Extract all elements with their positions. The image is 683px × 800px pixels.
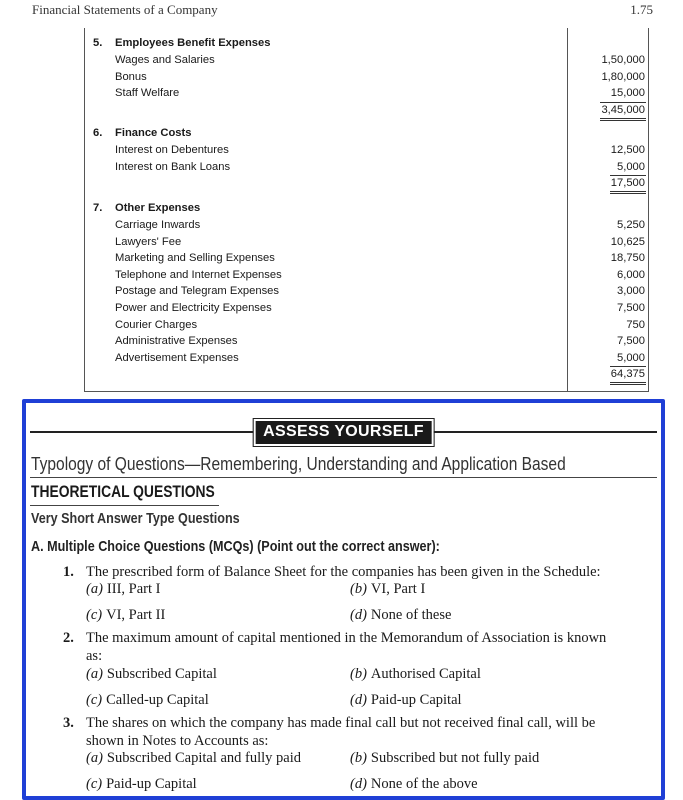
option-text: None of the above [370,776,478,792]
row-label: Bonus [115,70,147,83]
row-label: Lawyers' Fee [115,235,182,248]
section-total [85,102,648,118]
schedule-section-finance [85,125,648,191]
assess-yourself-box [22,399,665,800]
row-amount: 7,500 [617,301,645,314]
theoretical-rule [30,505,219,506]
row-label: Telephone and Internet Expenses [115,268,282,281]
section-total [85,175,648,191]
row-amount: 7,500 [617,335,645,348]
option-text: Paid-up Capital [106,776,197,792]
row-label: Interest on Bank Loans [115,160,231,173]
option-text: III, Part I [106,581,161,597]
section-number: 5. [93,37,103,49]
schedule-row [85,217,648,234]
schedule-row [85,52,648,69]
assess-yourself-banner: ASSESS YOURSELF [253,419,434,446]
schedule-row [85,234,648,251]
row-label: Staff Welfare [115,87,180,100]
option-key: (d) [350,607,367,623]
row-label: Carriage Inwards [115,219,201,231]
schedule-row [85,317,648,334]
option-key: (a) [86,750,103,766]
schedule-row [85,159,648,176]
schedule-row [85,142,648,159]
typology-heading: Typology of Questions—Remembering, Understanding and Application Based [31,453,566,474]
option-b [350,581,425,597]
schedule-row [85,69,648,86]
option-text: Authorised Capital [370,666,481,682]
question-text-continued: shown in Notes to Accounts as: [86,733,269,749]
option-key: (c) [86,607,103,623]
option-key: (b) [350,750,367,766]
option-b [350,666,481,682]
very-short-heading: Very Short Answer Type Questions [31,510,240,527]
question-text-continued: as: [86,648,103,664]
option-key: (d) [350,692,367,708]
row-amount: 1,50,000 [601,54,645,66]
question-text: The shares on which the company has made final call but not received final call, will be [86,715,596,731]
option-d [350,607,451,623]
section-total [85,366,648,382]
question-number: 3. [63,715,74,731]
row-amount: 5,250 [617,219,645,231]
option-key: (c) [86,692,103,708]
schedule-section-other [85,200,648,382]
section-title: Employees Benefit Expenses [115,37,271,49]
question-number: 1. [63,564,74,580]
schedule-table [84,28,649,392]
option-key: (d) [350,776,367,792]
option-key: (a) [86,581,103,597]
option-text: Subscribed Capital [106,666,217,682]
option-text: None of these [370,607,452,623]
row-amount: 5,000 [617,351,645,364]
total-amount: 64,375 [610,366,646,385]
option-a [86,666,217,682]
option-d [350,692,462,708]
theoretical-heading: THEORETICAL QUESTIONS [31,483,215,501]
row-label: Interest on Debentures [115,144,229,156]
option-d [350,776,478,792]
option-text: VI, Part I [370,581,426,597]
option-key: (a) [86,666,103,682]
schedule-section-employees [85,35,648,118]
row-label: Courier Charges [115,318,198,331]
row-amount: 3,000 [617,285,645,298]
option-text: Subscribed Capital and fully paid [106,750,302,766]
section-heading [85,125,648,142]
row-amount: 15,000 [610,87,645,100]
schedule-row [85,350,648,367]
option-c [86,607,165,623]
section-heading [85,35,648,52]
option-c [86,692,209,708]
option-text: Paid-up Capital [370,692,462,708]
row-amount: 12,500 [610,144,645,156]
option-b [350,750,539,766]
schedule-row [85,85,648,102]
row-label: Postage and Telegram Expenses [115,285,279,298]
section-title: Other Expenses [115,202,201,214]
section-number: 7. [93,202,103,214]
option-text: VI, Part II [106,607,166,623]
section-heading [85,200,648,217]
schedule-row [85,283,648,300]
schedule-row [85,300,648,317]
row-amount: 5,000 [617,160,645,173]
option-c [86,776,197,792]
row-label: Power and Electricity Expenses [115,301,272,314]
row-amount: 10,625 [610,235,645,248]
typology-rule [30,477,657,478]
option-a [86,750,301,766]
row-label: Administrative Expenses [115,335,238,348]
section-title: Finance Costs [115,127,192,139]
mcq-heading: A. Multiple Choice Questions (MCQs) (Point out the correct answer): [31,538,440,555]
option-key: (b) [350,666,367,682]
row-label: Marketing and Selling Expenses [115,252,275,265]
question-text: The maximum amount of capital mentioned in the Memorandum of Association is known [86,630,607,646]
option-key: (c) [86,776,103,792]
row-amount: 750 [626,318,645,331]
total-amount: 17,500 [610,175,646,194]
header-title: Financial Statements of a Company [32,2,218,17]
page-header [0,2,683,20]
row-label: Wages and Salaries [115,54,215,66]
schedule-row [85,333,648,350]
section-number: 6. [93,127,103,139]
option-text: Subscribed but not fully paid [370,750,540,766]
option-a [86,581,160,597]
row-label: Advertisement Expenses [115,351,239,364]
option-text: Called-up Capital [106,692,209,708]
schedule-row [85,267,648,284]
schedule-row [85,250,648,267]
page-number: 1.75 [630,2,653,17]
row-amount: 18,750 [610,252,645,265]
row-amount: 6,000 [617,268,645,281]
option-key: (b) [350,581,367,597]
question-text: The prescribed form of Balance Sheet for the companies has been given in the Schedule: [86,564,601,580]
row-amount: 1,80,000 [601,70,645,83]
total-amount: 3,45,000 [600,102,646,121]
question-number: 2. [63,630,74,646]
